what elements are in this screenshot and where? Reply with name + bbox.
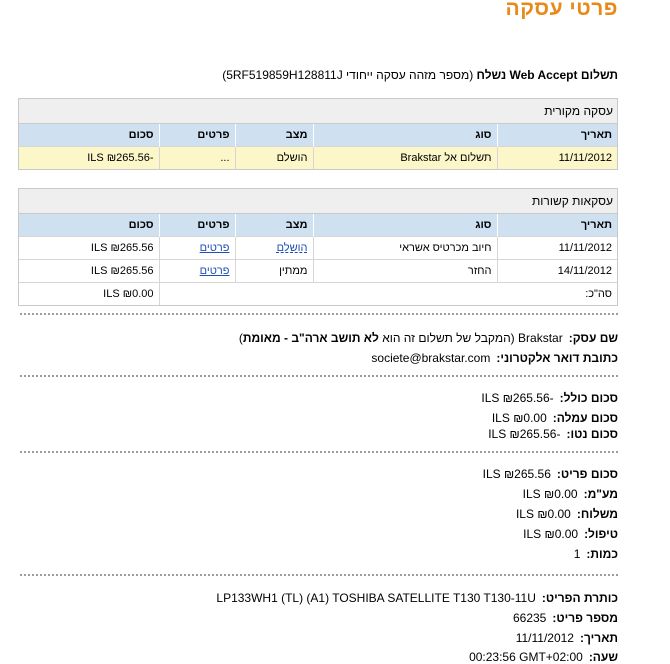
net-amount-row (488, 427, 618, 441)
merchant-email-row (371, 351, 618, 365)
gross-amount-row (481, 391, 618, 405)
vat-label: מע"מ: (583, 487, 618, 501)
row-status: הושלם (235, 147, 313, 170)
row-details (159, 260, 235, 283)
col-type: סוג (313, 214, 497, 237)
item-date-label: תאריך: (579, 631, 618, 645)
table-header-row (19, 214, 617, 237)
fee-amount-row (492, 411, 618, 425)
merchant-note-bold: לא תושב ארה"ב - מאומת (242, 331, 379, 345)
col-date: תאריך (497, 214, 617, 237)
original-transaction-table (19, 124, 617, 169)
item-title-value: LP133WH1 (TL) (A1) TOSHIBA SATELLITE T130 T130-11U (216, 591, 536, 605)
col-status: מצב (235, 214, 313, 237)
col-type: סוג (313, 124, 497, 147)
row-amount: ₪265.56 ILS (19, 237, 159, 260)
table-row (19, 237, 617, 260)
quantity-label: כמות: (586, 547, 618, 561)
col-details: פרטים (159, 124, 235, 147)
merchant-name-value-wrap (239, 331, 563, 345)
row-date: 11/11/2012 (497, 237, 617, 260)
merchant-name-row (239, 331, 618, 345)
net-amount-value: -₪265.56 ILS (488, 427, 561, 441)
divider (20, 313, 618, 315)
gross-amount-label: סכום כולל: (559, 391, 618, 405)
col-status: מצב (235, 124, 313, 147)
table-row (19, 260, 617, 283)
total-amount: ₪0.00 ILS (19, 283, 159, 306)
related-transactions-title: עסקאות קשורות (19, 189, 617, 214)
original-transaction-title: עסקה מקורית (19, 99, 617, 124)
item-time-label: שעה: (588, 650, 618, 664)
quantity-row (574, 547, 618, 561)
item-title-row (216, 591, 618, 605)
merchant-name-label: שם עסק: (568, 331, 618, 345)
gross-amount-value: -₪265.56 ILS (481, 391, 554, 405)
row-details: ... (159, 147, 235, 170)
transaction-summary (222, 68, 618, 82)
item-amount-label: סכום פריט: (556, 467, 618, 481)
shipping-label: משלוח: (576, 507, 618, 521)
fee-amount-value: ₪0.00 ILS (491, 411, 547, 425)
vat-row (523, 487, 618, 501)
col-amount: סכום (19, 214, 159, 237)
merchant-note-pre: (המקבל של תשלום זה הוא (378, 331, 515, 345)
row-type: חיוב מכרטיס אשראי (313, 237, 497, 260)
fee-amount-label: סכום עמלה: (552, 411, 618, 425)
page-title: פרטי עסקה (505, 0, 618, 20)
merchant-email-value: societe@brakstar.com (371, 351, 491, 365)
row-amount: ₪265.56 ILS (19, 260, 159, 283)
shipping-row (516, 507, 618, 521)
table-total-row (19, 283, 617, 306)
merchant-name-value: Brakstar (518, 331, 563, 345)
item-title-label: כותרת הפריט: (541, 591, 618, 605)
related-transactions-table (19, 214, 617, 305)
col-details: פרטים (159, 214, 235, 237)
details-link[interactable]: פרטים (199, 265, 230, 277)
net-amount-label: סכום נטו: (566, 427, 618, 441)
row-status (235, 237, 313, 260)
item-time-value: 00:23:56 GMT+02:00 (469, 650, 583, 664)
divider (20, 451, 618, 453)
row-amount: -₪265.56 ILS (19, 147, 159, 170)
col-amount: סכום (19, 124, 159, 147)
details-link[interactable]: פרטים (199, 242, 230, 254)
quantity-value: 1 (573, 547, 581, 561)
payment-status-text: תשלום Web Accept נשלח (476, 68, 618, 82)
divider (20, 375, 618, 377)
item-date-value: 11/11/2012 (515, 631, 574, 645)
original-transaction-box (18, 98, 618, 170)
item-number-row (513, 611, 618, 625)
total-label: סה"כ: (159, 283, 617, 306)
col-date: תאריך (497, 124, 617, 147)
row-type: תשלום אל Brakstar (313, 147, 497, 170)
transaction-id-text: (מספר מזהה עסקה ייחודי 5RF519859H128811J) (222, 68, 474, 82)
merchant-email-label: כתובת דואר אלקטרוני: (496, 351, 618, 365)
table-row (19, 147, 617, 170)
handling-label: טיפול: (584, 527, 618, 541)
item-date-row (516, 631, 618, 645)
row-details (159, 237, 235, 260)
divider (20, 574, 618, 576)
vat-value: ₪0.00 ILS (522, 487, 578, 501)
item-number-value: 66235 (512, 611, 547, 625)
row-date: 11/11/2012 (497, 147, 617, 170)
merchant-note-post: ) (238, 331, 243, 345)
item-number-label: מספר פריט: (552, 611, 618, 625)
related-transactions-box (18, 188, 618, 306)
row-date: 14/11/2012 (497, 260, 617, 283)
shipping-value: ₪0.00 ILS (515, 507, 571, 521)
handling-value: ₪0.00 ILS (523, 527, 579, 541)
status-link-completed[interactable]: הושלם (276, 242, 308, 254)
row-status: ממתין (235, 260, 313, 283)
handling-row (523, 527, 618, 541)
item-amount-value: ₪265.56 ILS (482, 467, 551, 481)
row-type: החזר (313, 260, 497, 283)
item-amount-row (483, 467, 618, 481)
table-header-row (19, 124, 617, 147)
